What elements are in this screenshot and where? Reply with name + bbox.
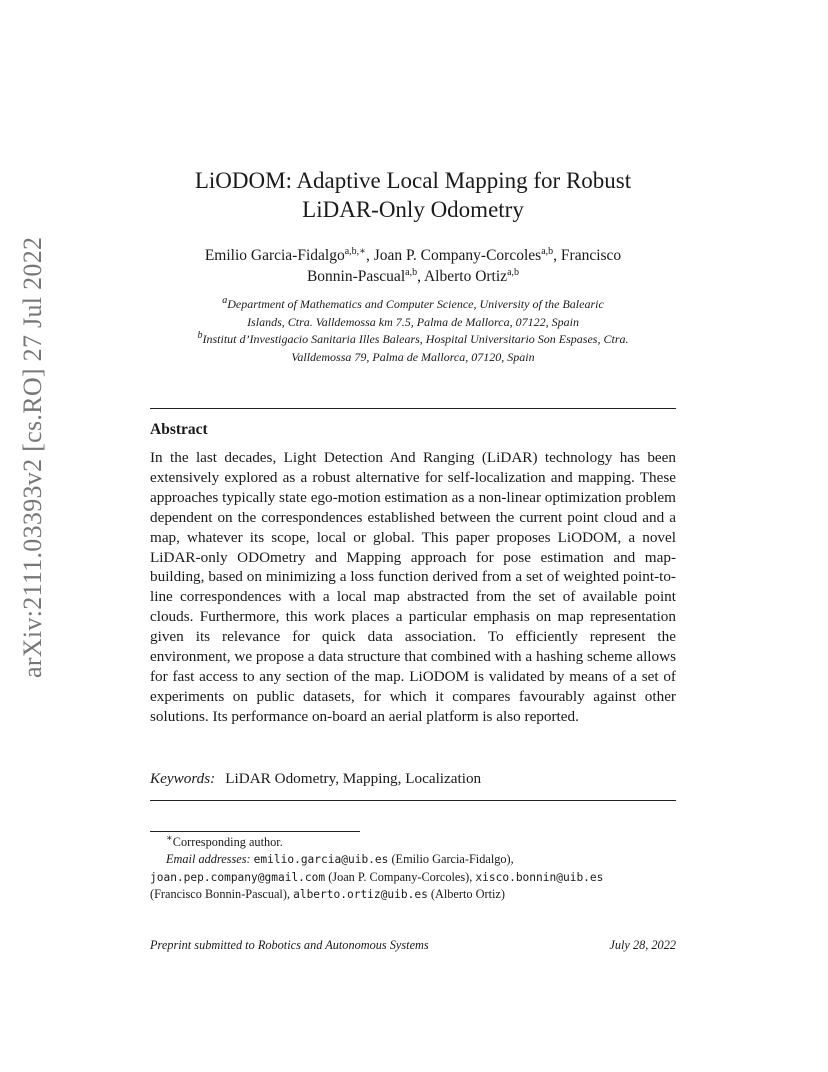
preprint-note: Preprint submitted to Robotics and Autonomous Systems (150, 938, 429, 952)
email-addresses (150, 851, 676, 903)
affiliation-marker: b (197, 330, 203, 342)
footnotes (150, 834, 676, 904)
email-link[interactable]: xisco.bonnin@uib.es (475, 870, 604, 884)
corresponding-author-text: Corresponding author. (172, 835, 283, 849)
keywords (150, 770, 676, 788)
email-owner: (Francisco Bonnin-Pascual), (150, 887, 294, 902)
author-list (150, 245, 676, 287)
affiliation-line: Valldemossa 79, Palma de Mallorca, 07120, Spain (291, 349, 535, 364)
keywords-label: Keywords: (150, 770, 216, 787)
affiliation-line: Institut d’Investigacio Sanitaria Illes Balears, Hospital Universitario Son Espases, Ctra. (202, 332, 629, 347)
author-name: Bonnin-Pascual (306, 268, 406, 285)
author-separator: , (417, 268, 424, 285)
affiliation-line: Department of Mathematics and Computer Science, University of the Balearic (227, 297, 604, 311)
abstract-top-rule (150, 408, 676, 409)
affiliation-a (150, 296, 676, 331)
affiliation-line: Islands, Ctra. Valldemossa km 7.5, Palma de Mallorca, 07122, Spain (247, 314, 579, 329)
abstract-heading: Abstract (150, 421, 208, 438)
author-affiliation-marker: a,b (541, 245, 554, 257)
affiliation-marker: a (222, 295, 228, 306)
page-footer (150, 938, 676, 953)
affiliations (150, 296, 676, 366)
author-separator: , (365, 247, 374, 264)
email-owner: (Emilio Garcia-Fidalgo), (388, 852, 514, 867)
email-link[interactable]: emilio.garcia@uib.es (253, 853, 389, 867)
title-line-1: LiODOM: Adaptive Local Mapping for Robust (194, 168, 632, 193)
footnote-marker: ∗ (166, 832, 173, 844)
corresponding-author-note (150, 834, 676, 851)
footnote-rule (150, 831, 360, 832)
abstract-bottom-rule (150, 800, 676, 801)
paper-title (150, 166, 676, 224)
arxiv-identifier: arXiv:2111.03393v2 [cs.RO] 27 Jul 2022 (18, 236, 47, 678)
email-link[interactable]: alberto.ortiz@uib.es (293, 888, 428, 902)
email-label: Email addresses: (166, 852, 251, 867)
affiliation-b (150, 331, 676, 366)
author-affiliation-marker: a,b (507, 266, 520, 278)
title-line-2: LiDAR-Only Odometry (302, 197, 524, 222)
author-name: Joan P. Company-Corcoles (373, 247, 542, 264)
author-name: Emilio Garcia-Fidalgo (204, 247, 345, 264)
author-affiliation-marker: a,b,∗ (344, 245, 366, 257)
author-affiliation-marker: a,b (405, 266, 418, 278)
author-separator: , Francisco (553, 247, 622, 264)
email-owner: (Alberto Ortiz) (427, 887, 505, 902)
email-link[interactable]: joan.pep.company@gmail.com (150, 870, 326, 884)
keywords-value: LiDAR Odometry, Mapping, Localization (225, 770, 482, 787)
submission-date: July 28, 2022 (609, 938, 676, 952)
abstract-body: In the last decades, Light Detection And Ranging (LiDAR) technology has been extensively explored as a robust alternative for self-localization and mapping. These approaches typically state ego-motion estimation as a non-linear optimization problem dependent on the correspondences established between the current point cloud and a map, whatever its scope, local or global. This paper proposes LiODOM, a novel LiDAR-only ODOmetry and Mapping approach for pose estimation and map-building, based on minimizing a loss function derived from a set of weighted point-to-line correspondences with a local map abstracted from the set of available point clouds. Furthermore, this work places a particular emphasis on map representation given its relevance for quick data association. To efficiently represent the environment, we propose a data structure that combined with a hashing scheme allows for fast access to any section of the map. LiODOM is validated by means of a set of experiments on public datasets, for which it compares favourably against other solutions. Its performance on-board an aerial platform is also reported. (150, 449, 676, 725)
email-owner: (Joan P. Company-Corcoles), (325, 869, 476, 884)
author-name: Alberto Ortiz (423, 268, 508, 285)
